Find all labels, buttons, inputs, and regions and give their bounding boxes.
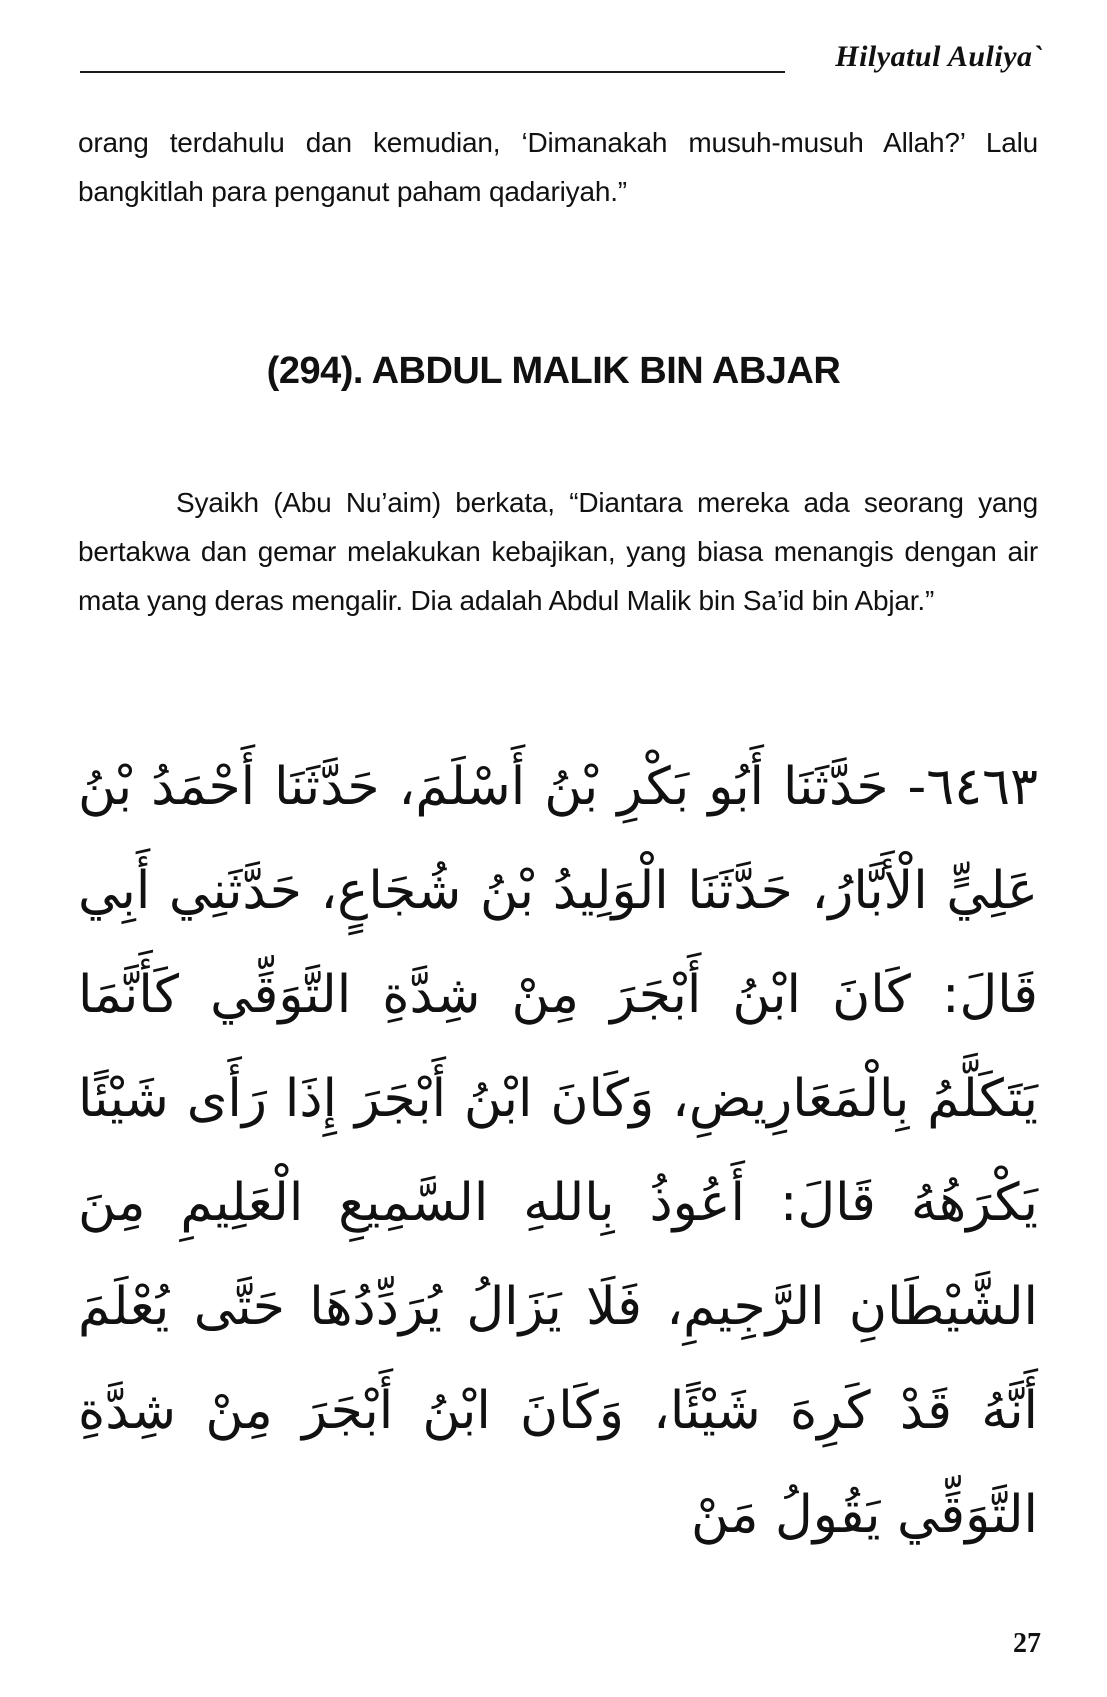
carry-over-paragraph [78, 118, 1038, 216]
running-head: Hilyatul Auliya` [835, 40, 1043, 73]
carry-over-text: orang terdahulu dan kemudian, ‘Dimanakah musuh-musuh Allah?’ Lalu bangkitlah para penganut paham qadariyah.” [78, 127, 1038, 207]
arabic-hadith-text [78, 735, 1038, 1567]
section-heading: (294). ABDUL MALIK BIN ABJAR [266, 350, 841, 392]
page-number: 27 [1013, 1628, 1041, 1659]
intro-text: Syaikh (Abu Nu’aim) berkata, “Diantara mereka ada seorang yang bertakwa dan gemar melakukan kebajikan, yang biasa menangis dengan air mata yang deras mengalir. Dia adalah Abdul Malik bin Sa’id bin Abjar.” [78, 487, 1038, 616]
arabic-paragraph: ٦٤٦٣- حَدَّثَنَا أَبُو بَكْرِ بْنُ أَسْلَمَ، حَدَّثَنَا أَحْمَدُ بْنُ عَلِيٍّ الْأَبَّارُ، حَدَّثَنَا الْوَلِيدُ بْنُ شُجَاعٍ، حَدَّثَنِي أَبِي قَالَ: كَانَ ابْنُ أَبْجَرَ مِنْ شِدَّةِ التَّوَقِّي كَأَنَّمَا يَتَكَلَّمُ بِالْمَعَارِيضِ، وَكَانَ ابْنُ أَبْجَرَ إِذَا رَأَى شَيْئًا يَكْرَهُهُ قَالَ: أَعُوذُ بِاللهِ السَّمِيعِ الْعَلِيمِ مِنَ الشَّيْطَانِ الرَّجِيمِ، فَلَا يَزَالُ يُرَدِّدُهَا حَتَّى يُعْلَمَ أَنَّهُ قَدْ كَرِهَ شَيْئًا، وَكَانَ ابْنُ أَبْجَرَ مِنْ شِدَّةِ التَّوَقِّي يَقُولُ مَنْ [78, 757, 1038, 1545]
header-rule [80, 71, 785, 73]
intro-paragraph [78, 478, 1038, 625]
